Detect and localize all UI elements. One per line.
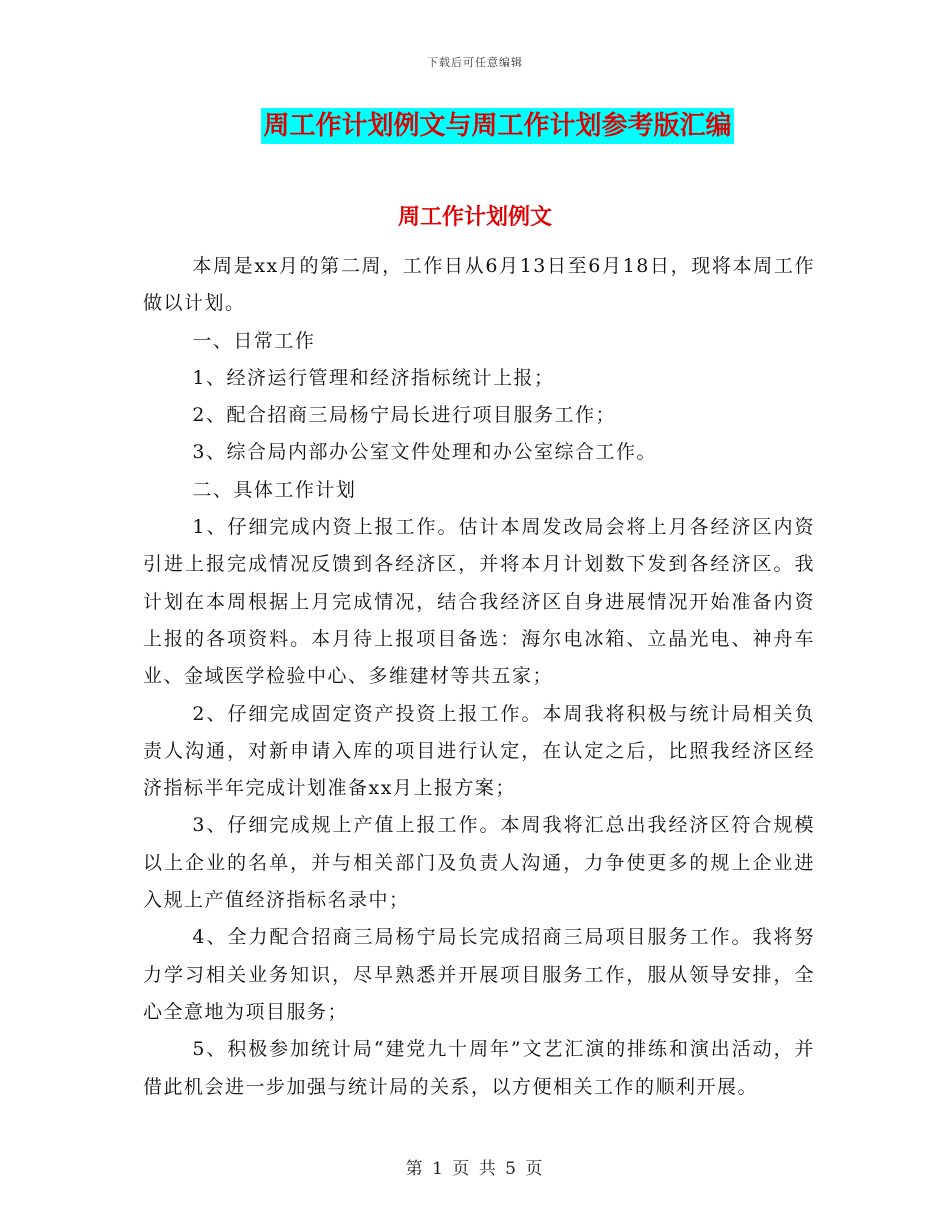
page-number: 第 1 页 共 5 页 [405, 1159, 545, 1179]
main-title: 周工作计划例文与周工作计划参考版汇编 [261, 108, 733, 144]
list-item: 3、综合局内部办公室文件处理和办公室综合工作。 [192, 441, 657, 464]
plan-item: 1、仔细完成内资上报工作。估计本周发改局会将上月各经济区内资引进上报完成情况反馈到各经济区，并将本月计划数下发到各经济区。我计划在本周根据上月完成情况，结合我经济区自身进展情况开始准备内资上报的各项资料。本月待上报项目备选：海尔电冰箱、立晶光电、神舟车业、金域医学检验中心、多维建材等共五家； [143, 516, 815, 688]
plan-item: 2、仔细完成固定资产投资上报工作。本周我将积极与统计局相关负责人沟通，对新申请入库的项目进行认定，在认定之后，比照我经济区经济指标半年完成计划准备xx月上报方案； [143, 702, 815, 800]
plan-item: 3、仔细完成规上产值上报工作。本周我将汇总出我经济区符合规模以上企业的名单，并与相关部门及负责人沟通，力争使更多的规上企业进入规上产值经济指标名录中； [143, 814, 815, 912]
section-title: 周工作计划例文 [397, 204, 552, 230]
paragraph-intro: 本周是xx月的第二周，工作日从6月13日至6月18日，现将本周工作做以计划。 [143, 255, 815, 315]
main-title-container [0, 108, 950, 144]
heading-specific-plan: 二、具体工作计划 [192, 478, 357, 501]
header-note: 下载后可任意编辑 [427, 56, 523, 69]
list-item: 2、配合招商三局杨宁局长进行项目服务工作； [192, 404, 616, 427]
plan-item: 4、全力配合招商三局杨宁局长完成招商三局项目服务工作。我将努力学习相关业务知识，尽早熟悉并开展项目服务工作，服从领导安排，全心全意地为项目服务； [143, 926, 815, 1023]
heading-daily-work: 一、日常工作 [192, 329, 316, 352]
plan-item: 5、积极参加统计局“建党九十周年”文艺汇演的排练和演出活动，并借此机会进一步加强与统计局的关系，以方便相关工作的顺利开展。 [143, 1038, 815, 1098]
document-body [143, 248, 815, 1106]
list-item: 1、经济运行管理和经济指标统计上报； [192, 366, 555, 389]
